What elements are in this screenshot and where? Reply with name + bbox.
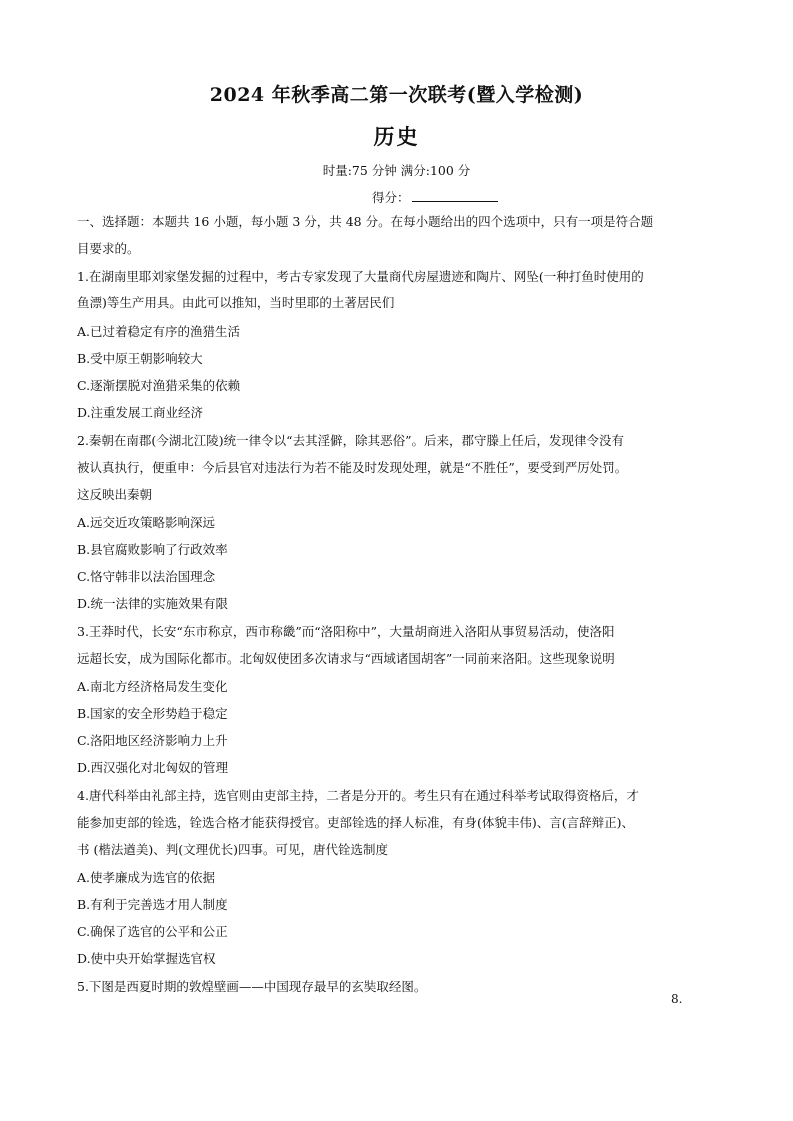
section-instructions-line1: 一、选择题：本题共 16 小题，每小题 3 分，共 48 分。在每小题给出的四个选项中，只有一项是符合题 (77, 214, 654, 229)
question-1-option-c[interactable]: C.逐渐摆脱对渔猎采集的依赖 (77, 378, 241, 393)
question-4-option-a[interactable]: A.使孝廉成为选官的依据 (77, 870, 216, 885)
section-instructions-line2: 目要求的。 (77, 241, 140, 256)
question-1-stem-line1: 1.在湖南里耶刘家堡发掘的过程中，考古专家发现了大量商代房屋遗迹和陶片、网坠(一种打鱼时使用的 (77, 269, 644, 284)
question-3-option-d[interactable]: D.西汉强化对北匈奴的管理 (77, 760, 229, 775)
score-field (372, 188, 498, 206)
question-4-option-c[interactable]: C.确保了选官的公平和公正 (77, 924, 228, 939)
page-number: 8. (671, 992, 683, 1006)
score-label: 得分： (372, 190, 410, 205)
question-4-option-d[interactable]: D.使中央开始掌握选官权 (77, 951, 216, 966)
question-2-option-a[interactable]: A.远交近攻策略影响深远 (77, 515, 216, 530)
question-4-stem-line2: 能参加吏部的铨选，铨选合格才能获得授官。吏部铨选的择人标准，有身(体貌丰伟)、言(言辞辩正)、 (77, 815, 635, 830)
question-1-option-b[interactable]: B.受中原王朝影响较大 (77, 351, 203, 366)
question-3-option-b[interactable]: B.国家的安全形势趋于稳定 (77, 706, 228, 721)
question-1-option-d[interactable]: D.注重发展工商业经济 (77, 405, 204, 420)
subject-title: 历史 (373, 124, 420, 149)
question-2-stem-line3: 这反映出秦朝 (77, 487, 153, 502)
exam-title: 2024 年秋季高二第一次联考(暨入学检测) (209, 84, 584, 106)
question-1-stem-line2: 鱼漂)等生产用具。由此可以推知，当时里耶的土著居民们 (77, 295, 395, 310)
question-3-stem-line1: 3.王莽时代，长安“东市称京，西市称畿”而“洛阳称中”，大量胡商进入洛阳从事贸易活动，使洛阳 (77, 624, 615, 639)
question-2-option-d[interactable]: D.统一法律的实施效果有限 (77, 596, 229, 611)
score-blank[interactable] (412, 189, 498, 202)
question-4-stem-line1: 4.唐代科举由礼部主持，选官则由吏部主持，二者是分开的。考生只有在通过科举考试取得资格后，才 (77, 788, 639, 803)
question-1-option-a[interactable]: A.已过着稳定有序的渔猎生活 (77, 324, 241, 339)
question-3-stem-line2: 远超长安，成为国际化都市。北匈奴使团多次请求与“西域诸国胡客”一同前来洛阳。这些现象说明 (77, 651, 615, 666)
question-2-option-c[interactable]: C.恪守韩非以法治国理念 (77, 569, 216, 584)
question-4-option-b[interactable]: B.有利于完善选才用人制度 (77, 897, 228, 912)
question-5-stem-line1: 5.下图是西夏时期的敦煌壁画——中国现存最早的玄奘取经图。 (77, 979, 427, 994)
question-2-stem-line1: 2.秦朝在南郡(今湖北江陵)统一律令以“去其淫僻，除其恶俗”。后来，郡守滕上任后，发现律令没有 (77, 433, 624, 448)
question-2-option-b[interactable]: B.县官腐败影响了行政效率 (77, 542, 228, 557)
question-2-stem-line2: 被认真执行，便重申：今后县官对违法行为若不能及时发现处理，就是“不胜任”，要受到严厉处罚。 (77, 460, 628, 475)
question-4-stem-line3: 书 (楷法遒美)、判(文理优长)四事。可见，唐代铨选制度 (77, 842, 388, 857)
exam-meta: 时量:75 分钟 满分:100 分 (322, 163, 471, 178)
question-3-option-c[interactable]: C.洛阳地区经济影响力上升 (77, 733, 228, 748)
question-3-option-a[interactable]: A.南北方经济格局发生变化 (77, 679, 228, 694)
